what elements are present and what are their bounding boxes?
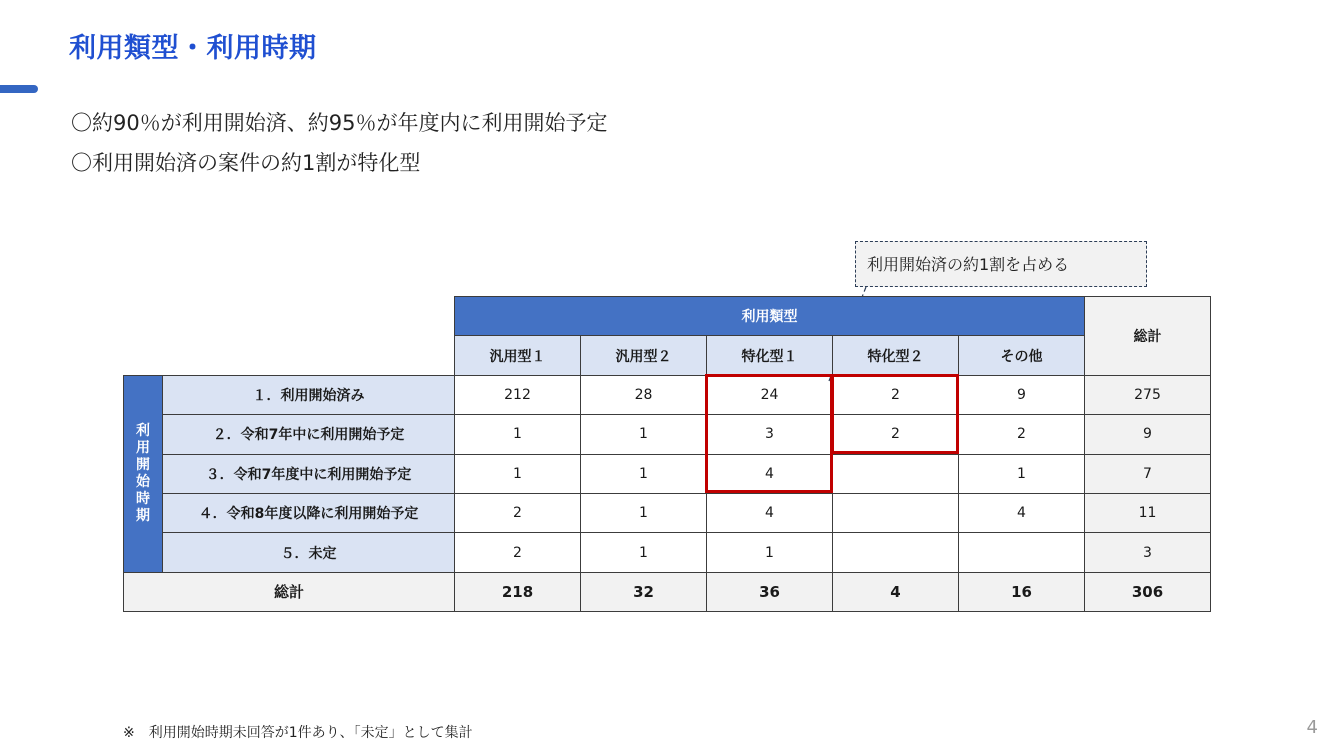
row-total: 11 bbox=[1085, 493, 1211, 532]
total-row-label: 総計 bbox=[124, 572, 455, 611]
table-cell: 1 bbox=[581, 493, 707, 532]
total-row bbox=[124, 572, 1211, 611]
table-cell: 1 bbox=[959, 454, 1085, 493]
row-total: 275 bbox=[1085, 375, 1211, 414]
table-cell bbox=[833, 533, 959, 572]
table-cell: 4 bbox=[707, 454, 833, 493]
table-cell: 212 bbox=[455, 375, 581, 414]
table-row bbox=[124, 415, 1211, 454]
table-cell: 2 bbox=[455, 533, 581, 572]
bullet-item: 〇利用開始済の案件の約1割が特化型 bbox=[71, 151, 421, 175]
table-cell: 24 bbox=[707, 375, 833, 414]
summary-bullets bbox=[71, 103, 607, 183]
page-title: 利用類型・利用時期 bbox=[69, 33, 317, 64]
table-cell: 2 bbox=[833, 375, 959, 414]
row-label: ２．令和7年中に利用開始予定 bbox=[163, 415, 455, 454]
side-label-text: 利用開始時期 bbox=[136, 422, 150, 524]
total-cell: 36 bbox=[707, 572, 833, 611]
table-cell: 2 bbox=[455, 493, 581, 532]
table-cell: 3 bbox=[707, 415, 833, 454]
table-row bbox=[124, 375, 1211, 414]
bullet-item: 〇約90％が利用開始済、約95％が年度内に利用開始予定 bbox=[71, 111, 608, 135]
callout-box: 利用開始済の約1割を占める bbox=[855, 241, 1147, 287]
row-label: ５．未定 bbox=[163, 533, 455, 572]
row-total: 7 bbox=[1085, 454, 1211, 493]
column-header: 特化型２ bbox=[833, 336, 959, 375]
total-cell: 218 bbox=[455, 572, 581, 611]
total-column-header: 総計 bbox=[1085, 297, 1211, 376]
table-row bbox=[124, 533, 1211, 572]
table-row bbox=[124, 454, 1211, 493]
footnote: ※ 利用開始時期未回答が1件あり、「未定」として集計 bbox=[123, 725, 473, 741]
table-cell: 28 bbox=[581, 375, 707, 414]
table-cell: 1 bbox=[581, 454, 707, 493]
usage-type-header: 利用類型 bbox=[455, 297, 1085, 336]
row-total: 9 bbox=[1085, 415, 1211, 454]
table-cell: 1 bbox=[581, 533, 707, 572]
column-header: その他 bbox=[959, 336, 1085, 375]
table-cell bbox=[959, 533, 1085, 572]
total-cell: 4 bbox=[833, 572, 959, 611]
table-cell: 1 bbox=[455, 415, 581, 454]
column-header: 汎用型２ bbox=[581, 336, 707, 375]
table-cell: 1 bbox=[455, 454, 581, 493]
table-row bbox=[124, 493, 1211, 532]
table-cell bbox=[833, 454, 959, 493]
accent-bar bbox=[0, 85, 38, 93]
usage-table bbox=[123, 296, 1211, 612]
table-cell: 9 bbox=[959, 375, 1085, 414]
usage-period-side-label bbox=[124, 375, 163, 572]
row-label: ３．令和7年度中に利用開始予定 bbox=[163, 454, 455, 493]
total-cell: 32 bbox=[581, 572, 707, 611]
page-number: 4 bbox=[1306, 717, 1318, 738]
column-header: 汎用型１ bbox=[455, 336, 581, 375]
row-label: １．利用開始済み bbox=[163, 375, 455, 414]
table-cell: 4 bbox=[959, 493, 1085, 532]
table-cell: 1 bbox=[581, 415, 707, 454]
table-cell bbox=[833, 493, 959, 532]
table-cell: 1 bbox=[707, 533, 833, 572]
table-corner bbox=[124, 297, 455, 376]
table-cell: 2 bbox=[959, 415, 1085, 454]
row-total: 3 bbox=[1085, 533, 1211, 572]
grand-total-cell: 306 bbox=[1085, 572, 1211, 611]
row-label: ４．令和8年度以降に利用開始予定 bbox=[163, 493, 455, 532]
table-cell: 4 bbox=[707, 493, 833, 532]
total-cell: 16 bbox=[959, 572, 1085, 611]
table-cell: 2 bbox=[833, 415, 959, 454]
column-header: 特化型１ bbox=[707, 336, 833, 375]
